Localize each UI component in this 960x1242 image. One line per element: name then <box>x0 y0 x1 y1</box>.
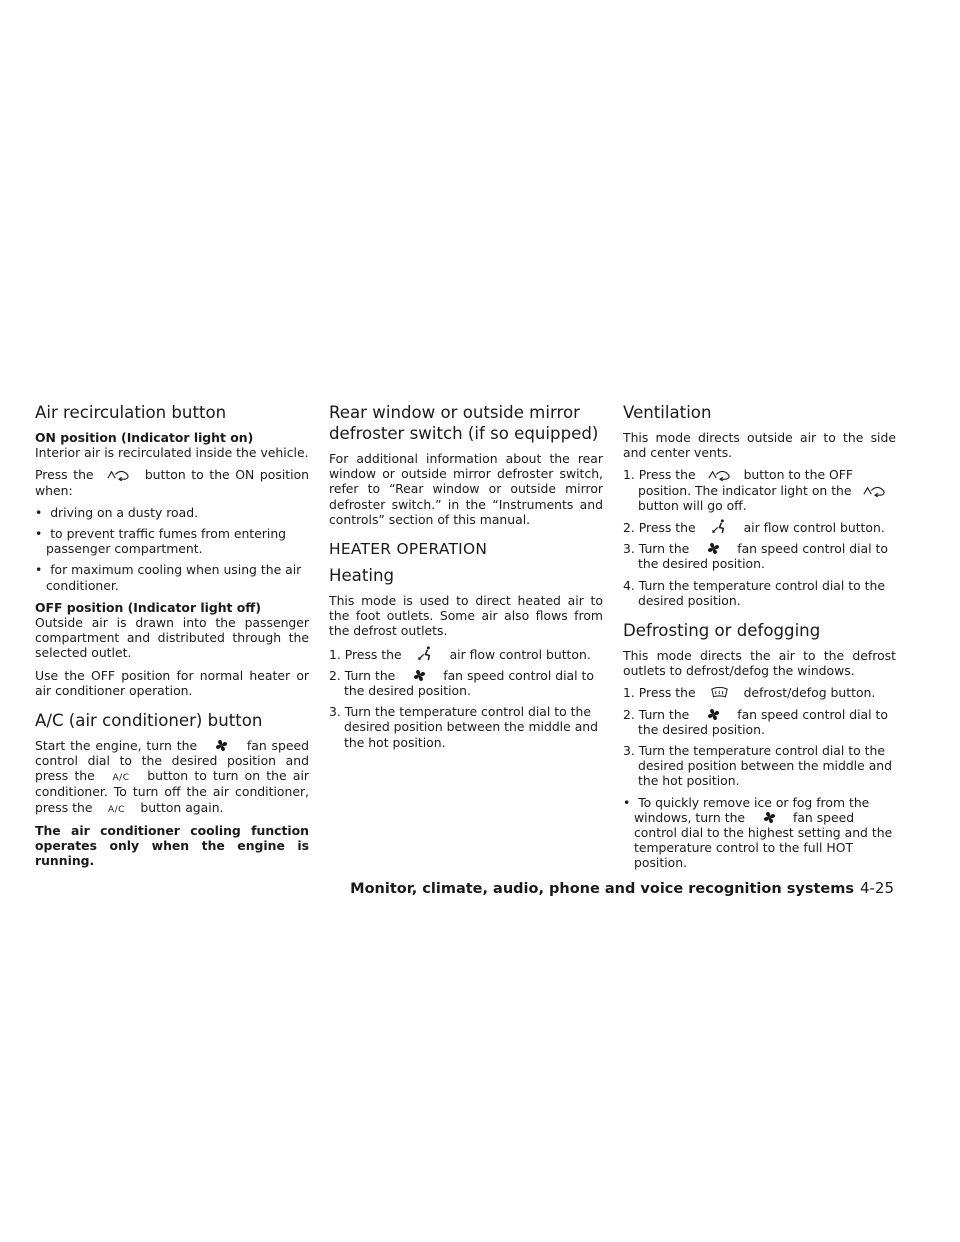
face-airflow-icon <box>700 519 740 533</box>
step-text: 1. Press the <box>623 467 696 483</box>
recirculation-icon <box>700 468 740 482</box>
ac-text-3: button to turn on the air conditioner. To turn off the air conditioner, press the <box>35 768 309 815</box>
press-recirc-paragraph <box>35 467 309 497</box>
column-right <box>623 402 896 878</box>
list-item <box>623 519 896 535</box>
ac-text-1: Start the engine, turn the <box>35 738 198 754</box>
heating-steps <box>329 646 603 750</box>
recirculation-icon <box>855 484 895 498</box>
heading-rear-defroster: Rear window or outside mirror defroster switch (if so equipped) <box>329 403 599 443</box>
recirc-conditions-list <box>35 505 309 593</box>
ventilation-paragraph: This mode directs outside air to the side and center vents. <box>623 430 896 461</box>
list-item: • To quickly remove ice or fog from the windows, turn the fan speed control dial to the highest setting and the temperature control to the full HOT position. <box>623 794 893 871</box>
step-text: 3. Turn the <box>623 541 690 557</box>
list-item: 3. Turn the temperature control dial to the desired position between the middle and the hot position. <box>329 704 599 750</box>
step-text: 2. Press the <box>623 520 696 536</box>
list-item-text: for maximum cooling when using the air conditioner. <box>46 562 302 593</box>
step-text: air flow control button. <box>449 646 591 662</box>
foot-airflow-icon <box>406 646 446 660</box>
list-item: • for maximum cooling when using the air conditioner. <box>35 562 302 593</box>
list-item: 4. Turn the temperature control dial to the desired position. <box>623 577 885 608</box>
list-item <box>623 707 896 737</box>
fan-icon <box>693 542 733 556</box>
step-text: fan speed control dial to the desired position. <box>638 706 888 737</box>
heading-heating: Heating <box>329 566 395 586</box>
step-text: fan speed control dial to the desired position. <box>344 667 594 699</box>
step-text: defrost/defog button. <box>743 685 876 701</box>
ac-note-text: The air conditioner cooling function operates only when the engine is running. <box>35 822 309 869</box>
page-footer <box>350 879 894 897</box>
step-text: air flow control button. <box>743 520 885 536</box>
heading-defrosting: Defrosting or defogging <box>623 621 821 641</box>
off-position-text: Outside air is drawn into the passenger compartment and distributed through the selected outlet. <box>35 615 309 661</box>
tip-text: fan speed control dial to the highest setting and the temperature control to the full HOT position. <box>634 809 893 871</box>
list-item: • to prevent traffic fumes from entering passenger compartment. <box>35 526 287 557</box>
list-item-text: driving on a dusty road. <box>50 504 199 520</box>
step-text: fan speed control dial to the desired position. <box>638 541 888 572</box>
column-middle <box>329 402 603 757</box>
heading-ac-button: A/C (air conditioner) button <box>35 711 263 731</box>
list-item <box>623 685 896 700</box>
heating-paragraph: This mode is used to direct heated air to the foot outlets. Some air also flows from the defrost outlets. <box>329 593 603 639</box>
rear-defroster-paragraph: For additional information about the rear window or outside mirror defroster switch, refer to “Rear window or outside mirror defroster switch.” in the “Instruments and controls” section of this manual. <box>329 451 603 527</box>
list-item <box>329 646 603 662</box>
column-left <box>35 402 309 875</box>
page-number: 4-25 <box>859 879 894 897</box>
step-text: 2. Turn the <box>329 667 396 683</box>
ventilation-steps <box>623 467 896 608</box>
step-text: 2. Turn the <box>623 706 690 722</box>
ac-icon <box>101 770 141 784</box>
heading-air-recirculation: Air recirculation button <box>35 403 227 422</box>
off-position-title: OFF position (Indicator light off) <box>35 599 262 615</box>
on-position-paragraph <box>35 430 309 460</box>
step-text: button to the OFF position. The indicator light on the <box>638 467 854 498</box>
fan-icon <box>749 811 789 825</box>
tip-text: To quickly remove ice or fog from the windows, turn the <box>634 794 870 825</box>
fan-icon <box>399 669 439 683</box>
ac-icon <box>96 802 136 816</box>
list-item <box>329 668 603 698</box>
defrost-paragraph: This mode directs the air to the defrost outlets to defrost/defog the windows. <box>623 648 896 679</box>
list-item-text: to prevent traffic fumes from entering passenger compartment. <box>46 526 287 557</box>
ac-text-4: button again. <box>140 799 224 815</box>
heading-heater-operation: HEATER OPERATION <box>329 540 488 559</box>
ac-paragraph <box>35 738 309 816</box>
use-off-paragraph: Use the OFF position for normal heater or air conditioner operation. <box>35 667 309 698</box>
recirculation-icon <box>99 468 139 482</box>
list-item <box>623 467 896 513</box>
ac-icon-label: A/C <box>112 773 130 784</box>
ac-text-2: fan speed control dial to the desired position and press the <box>35 738 309 784</box>
list-item: 3. Turn the temperature control dial to the desired position between the middle and the hot position. <box>623 743 893 789</box>
list-item <box>623 541 896 571</box>
ac-icon-label: A/C <box>107 804 125 815</box>
defrost-steps <box>623 685 896 870</box>
footer-section-title: Monitor, climate, audio, phone and voice recognition systems <box>350 881 854 897</box>
fan-icon <box>693 708 733 722</box>
ac-note <box>35 823 309 869</box>
step-text: button will go off. <box>638 497 747 513</box>
fan-icon <box>202 739 242 753</box>
list-item: • driving on a dusty road. <box>35 504 199 520</box>
heading-ventilation: Ventilation <box>623 403 712 422</box>
press-text-end: button to the ON position when: <box>35 467 309 498</box>
defrost-icon <box>700 686 740 700</box>
step-text: 1. Press the <box>623 685 696 701</box>
on-position-text: Interior air is recirculated inside the vehicle. <box>35 445 309 461</box>
press-text: Press the <box>35 467 94 483</box>
step-text: 1. Press the <box>329 646 402 662</box>
on-position-title: ON position (Indicator light on) <box>35 430 254 445</box>
off-position-paragraph <box>35 600 309 661</box>
